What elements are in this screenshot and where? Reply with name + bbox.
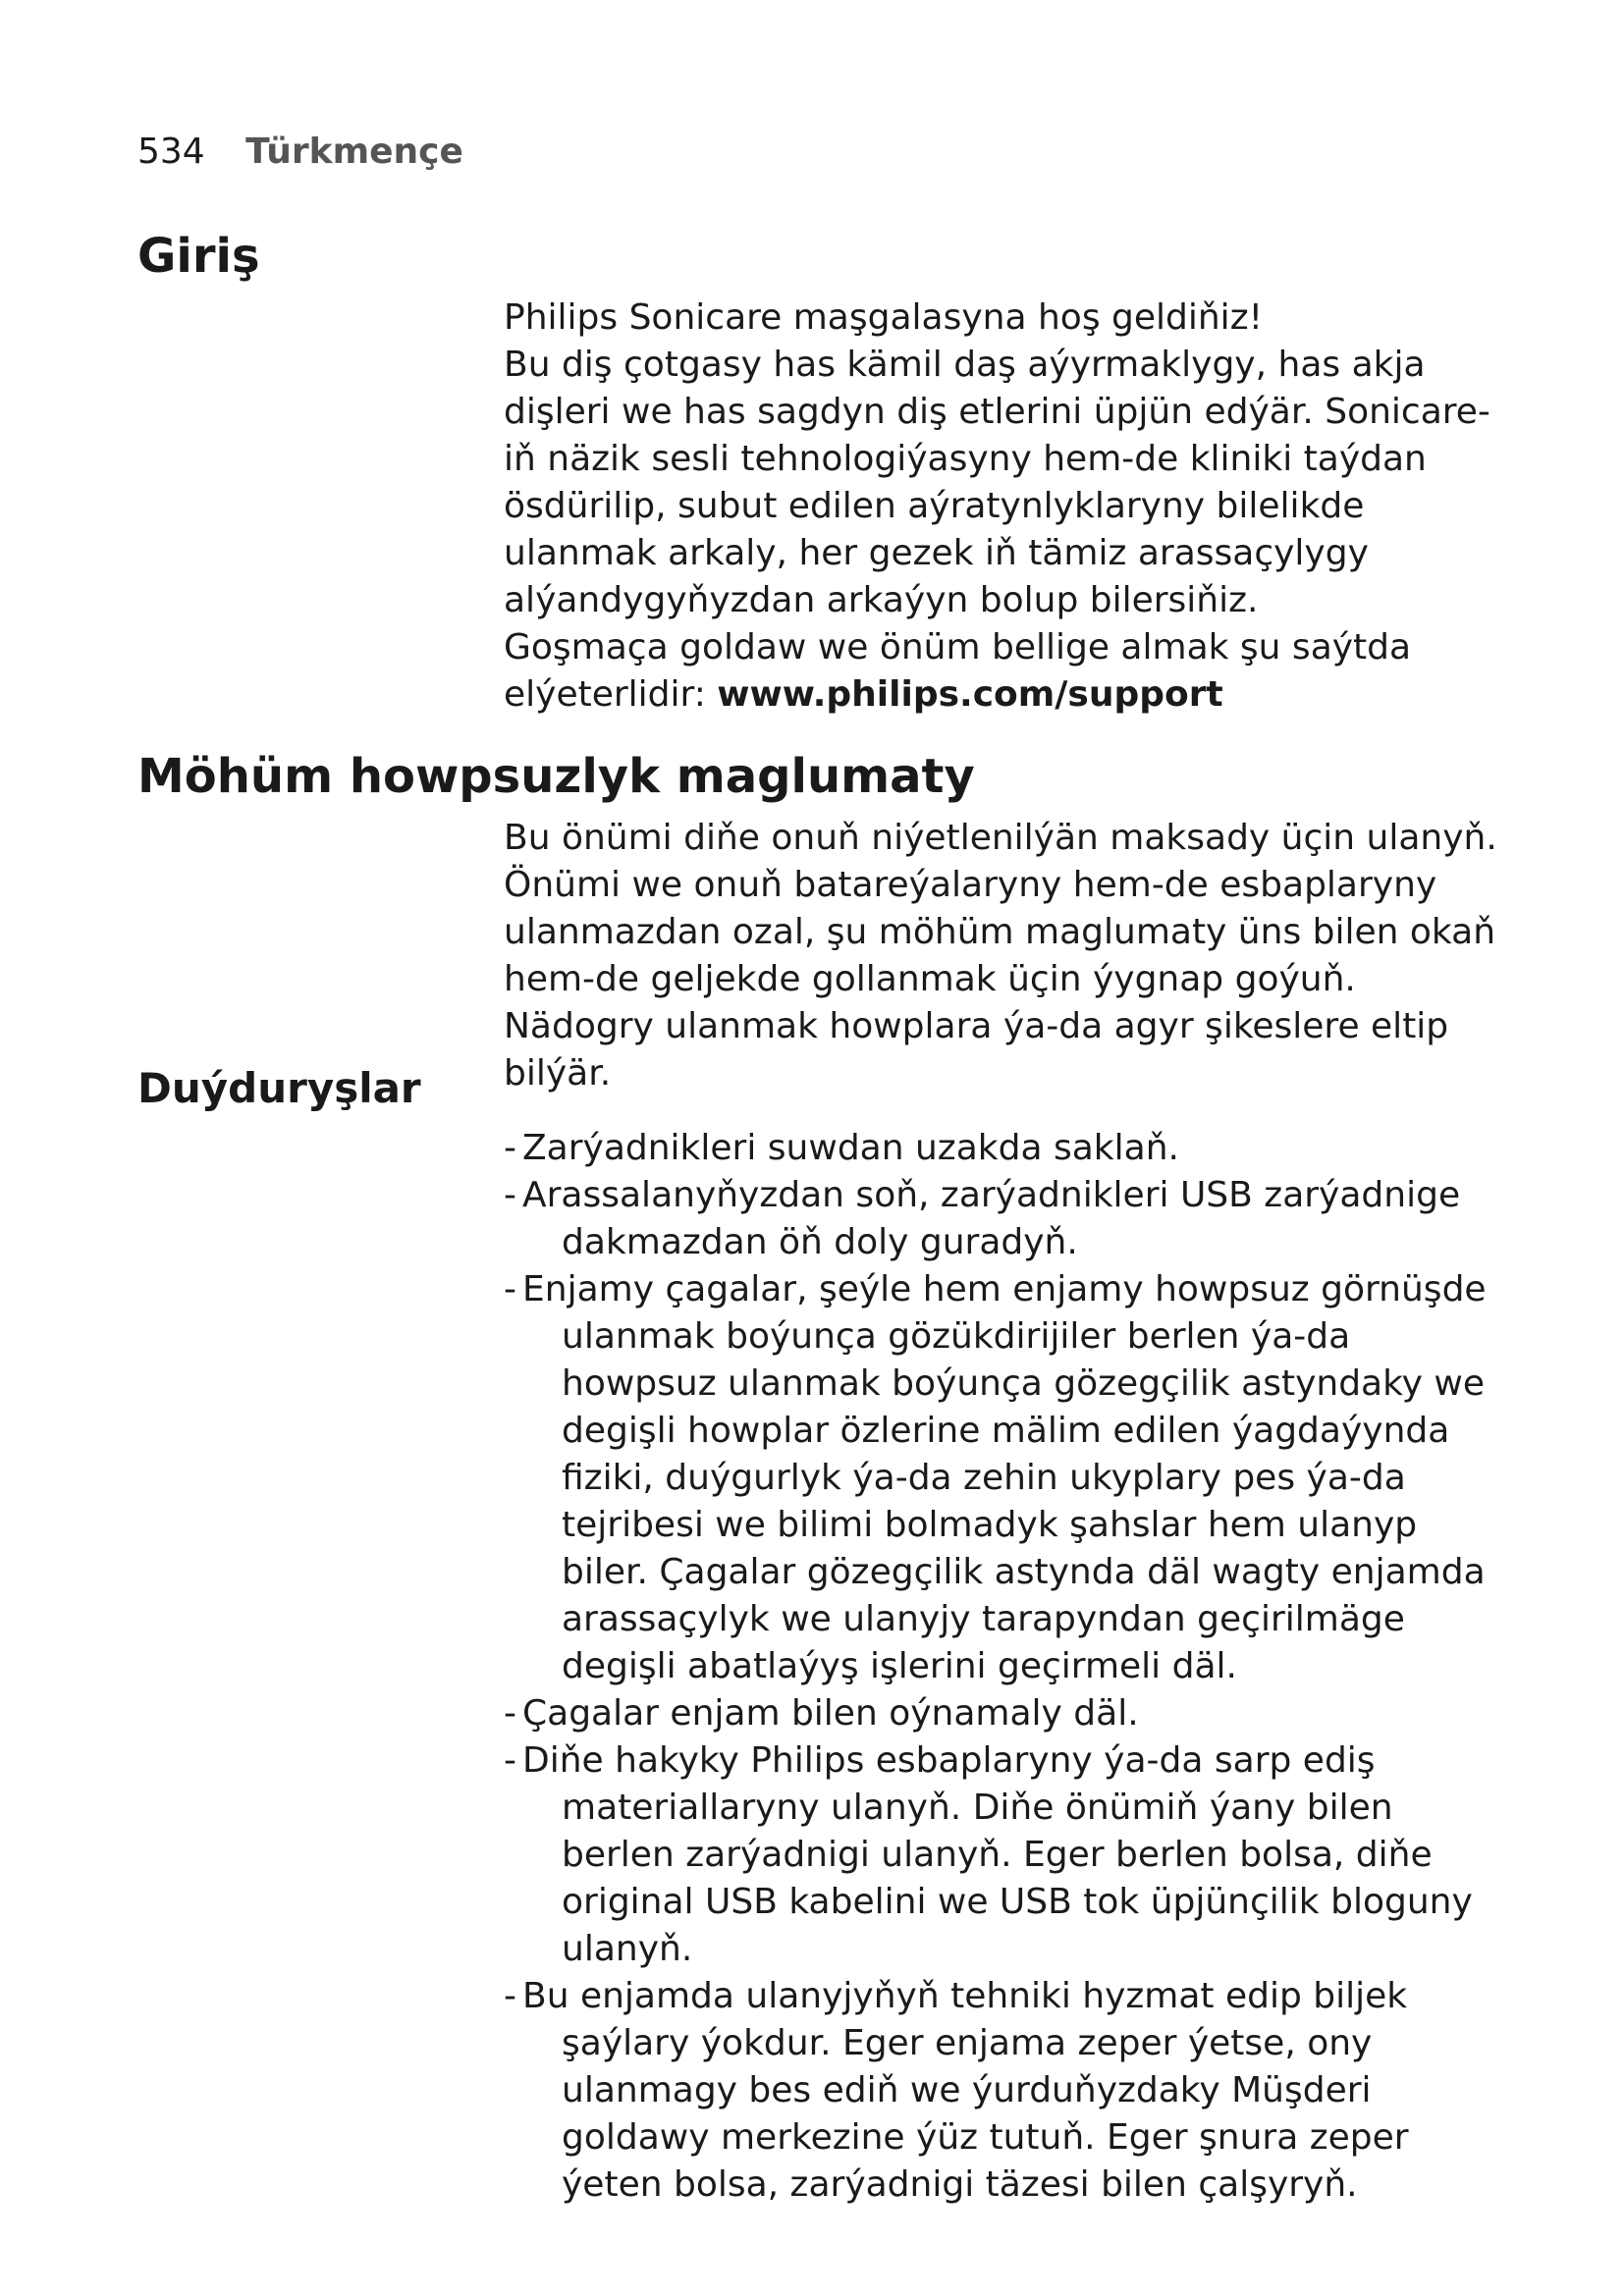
warnings-list [504, 1125, 1505, 2209]
warning-text: Çagalar enjam bilen oýnamaly däl. [522, 1693, 1139, 1734]
page-language: Türkmençe [245, 132, 463, 172]
list-item [504, 1690, 1505, 1737]
list-item [504, 1973, 1505, 2209]
dash-bullet: - [504, 1175, 516, 1215]
intro-welcome: Philips Sonicare maşgalasyna hoş geldiňiz! [504, 297, 1264, 338]
intro-heading: Giriş [137, 229, 260, 284]
dash-bullet: - [504, 1976, 516, 2016]
warning-text: Diňe hakyky Philips esbaplaryny ýa-da sarp ediş materiallaryny ulanyň. Diňe önümiň ýany bilen berlen zarýadnigi ulanyň. Eger berlen bolsa, diňe original USB kabelini we USB tok üpjünçilik bloguny ulanyň. [522, 1740, 1473, 1969]
dash-bullet: - [504, 1128, 516, 1168]
list-item [504, 1737, 1505, 1973]
safety-body [504, 815, 1505, 1097]
dash-bullet: - [504, 1693, 516, 1734]
list-item [504, 1125, 1505, 1172]
page-header [137, 131, 463, 174]
support-text: Goşmaça goldaw we önüm bellige almak şu saýtda elýeterlidir: [504, 627, 1412, 715]
intro-support [504, 624, 1505, 719]
dash-bullet: - [504, 1269, 516, 1309]
page-number: 534 [137, 132, 205, 172]
warning-text: Zarýadnikleri suwdan uzakda saklaň. [522, 1128, 1179, 1168]
safety-heading: Möhüm howpsuzlyk maglumaty [137, 749, 975, 804]
dash-bullet: - [504, 1740, 516, 1781]
warning-text: Bu enjamda ulanyjyňyň tehniki hyzmat edip biljek şaýlary ýokdur. Eger enjama zeper ýetse, ony ulanmagy bes ediň we ýurduňyzdaky Müşderi goldawy merkezine ýüz tutuň. Eger şnura zeper ýeten bolsa, zarýadnigi täzesi bilen çalşyryň. [522, 1976, 1409, 2205]
warnings-heading: Duýduryşlar [137, 1064, 421, 1112]
warning-text: Arassalanyňyzdan soň, zarýadnikleri USB zarýadnige dakmazdan öň doly guradyň. [522, 1175, 1461, 1262]
warnings-body [504, 1125, 1505, 2209]
list-item [504, 1266, 1505, 1690]
support-link[interactable]: www.philips.com/support [717, 674, 1223, 715]
intro-description: Bu diş çotgasy has kämil daş aýyrmaklygy, has akja dişleri we has sagdyn diş etlerini üpjün edýär. Sonicare-iň näzik sesli tehnologiýasyny hem-de kliniki taýdan ösdürilip, subut edilen aýratynlyklaryny bilelikde ulanmak arkaly, her gezek iň tämiz arassaçylygy alýandygyňyzdan arkaýyn bolup bilersiňiz. [504, 345, 1490, 620]
intro-body [504, 294, 1505, 719]
list-item [504, 1172, 1505, 1266]
safety-text: Bu önümi diňe onuň niýetlenilýän maksady üçin ulanyň. Önümi we onuň batareýalaryny hem-de esbaplaryny ulanmazdan ozal, şu möhüm maglumaty üns bilen okaň hem-de geljekde gollanmak üçin ýygnap goýuň. Nädogry ulanmak howplara ýa-da agyr şikeslere eltip bilýär. [504, 818, 1497, 1094]
warning-text: Enjamy çagalar, şeýle hem enjamy howpsuz görnüşde ulanmak boýunça gözükdirijiler berlen ýa-da howpsuz ulanmak boýunça gözegçilik astyndaky we degişli howplar özlerine mälim edilen ýagdaýynda fiziki, duýgurlyk ýa-da zehin ukyplary pes ýa-da tejribesi we bilimi bolmadyk şahslar hem ulanyp biler. Çagalar gözegçilik astynda däl wagty enjamda arassaçylyk we ulanyjy tarapyndan geçirilmäge degişli abatlaýyş işlerini geçirmeli däl. [522, 1269, 1487, 1686]
